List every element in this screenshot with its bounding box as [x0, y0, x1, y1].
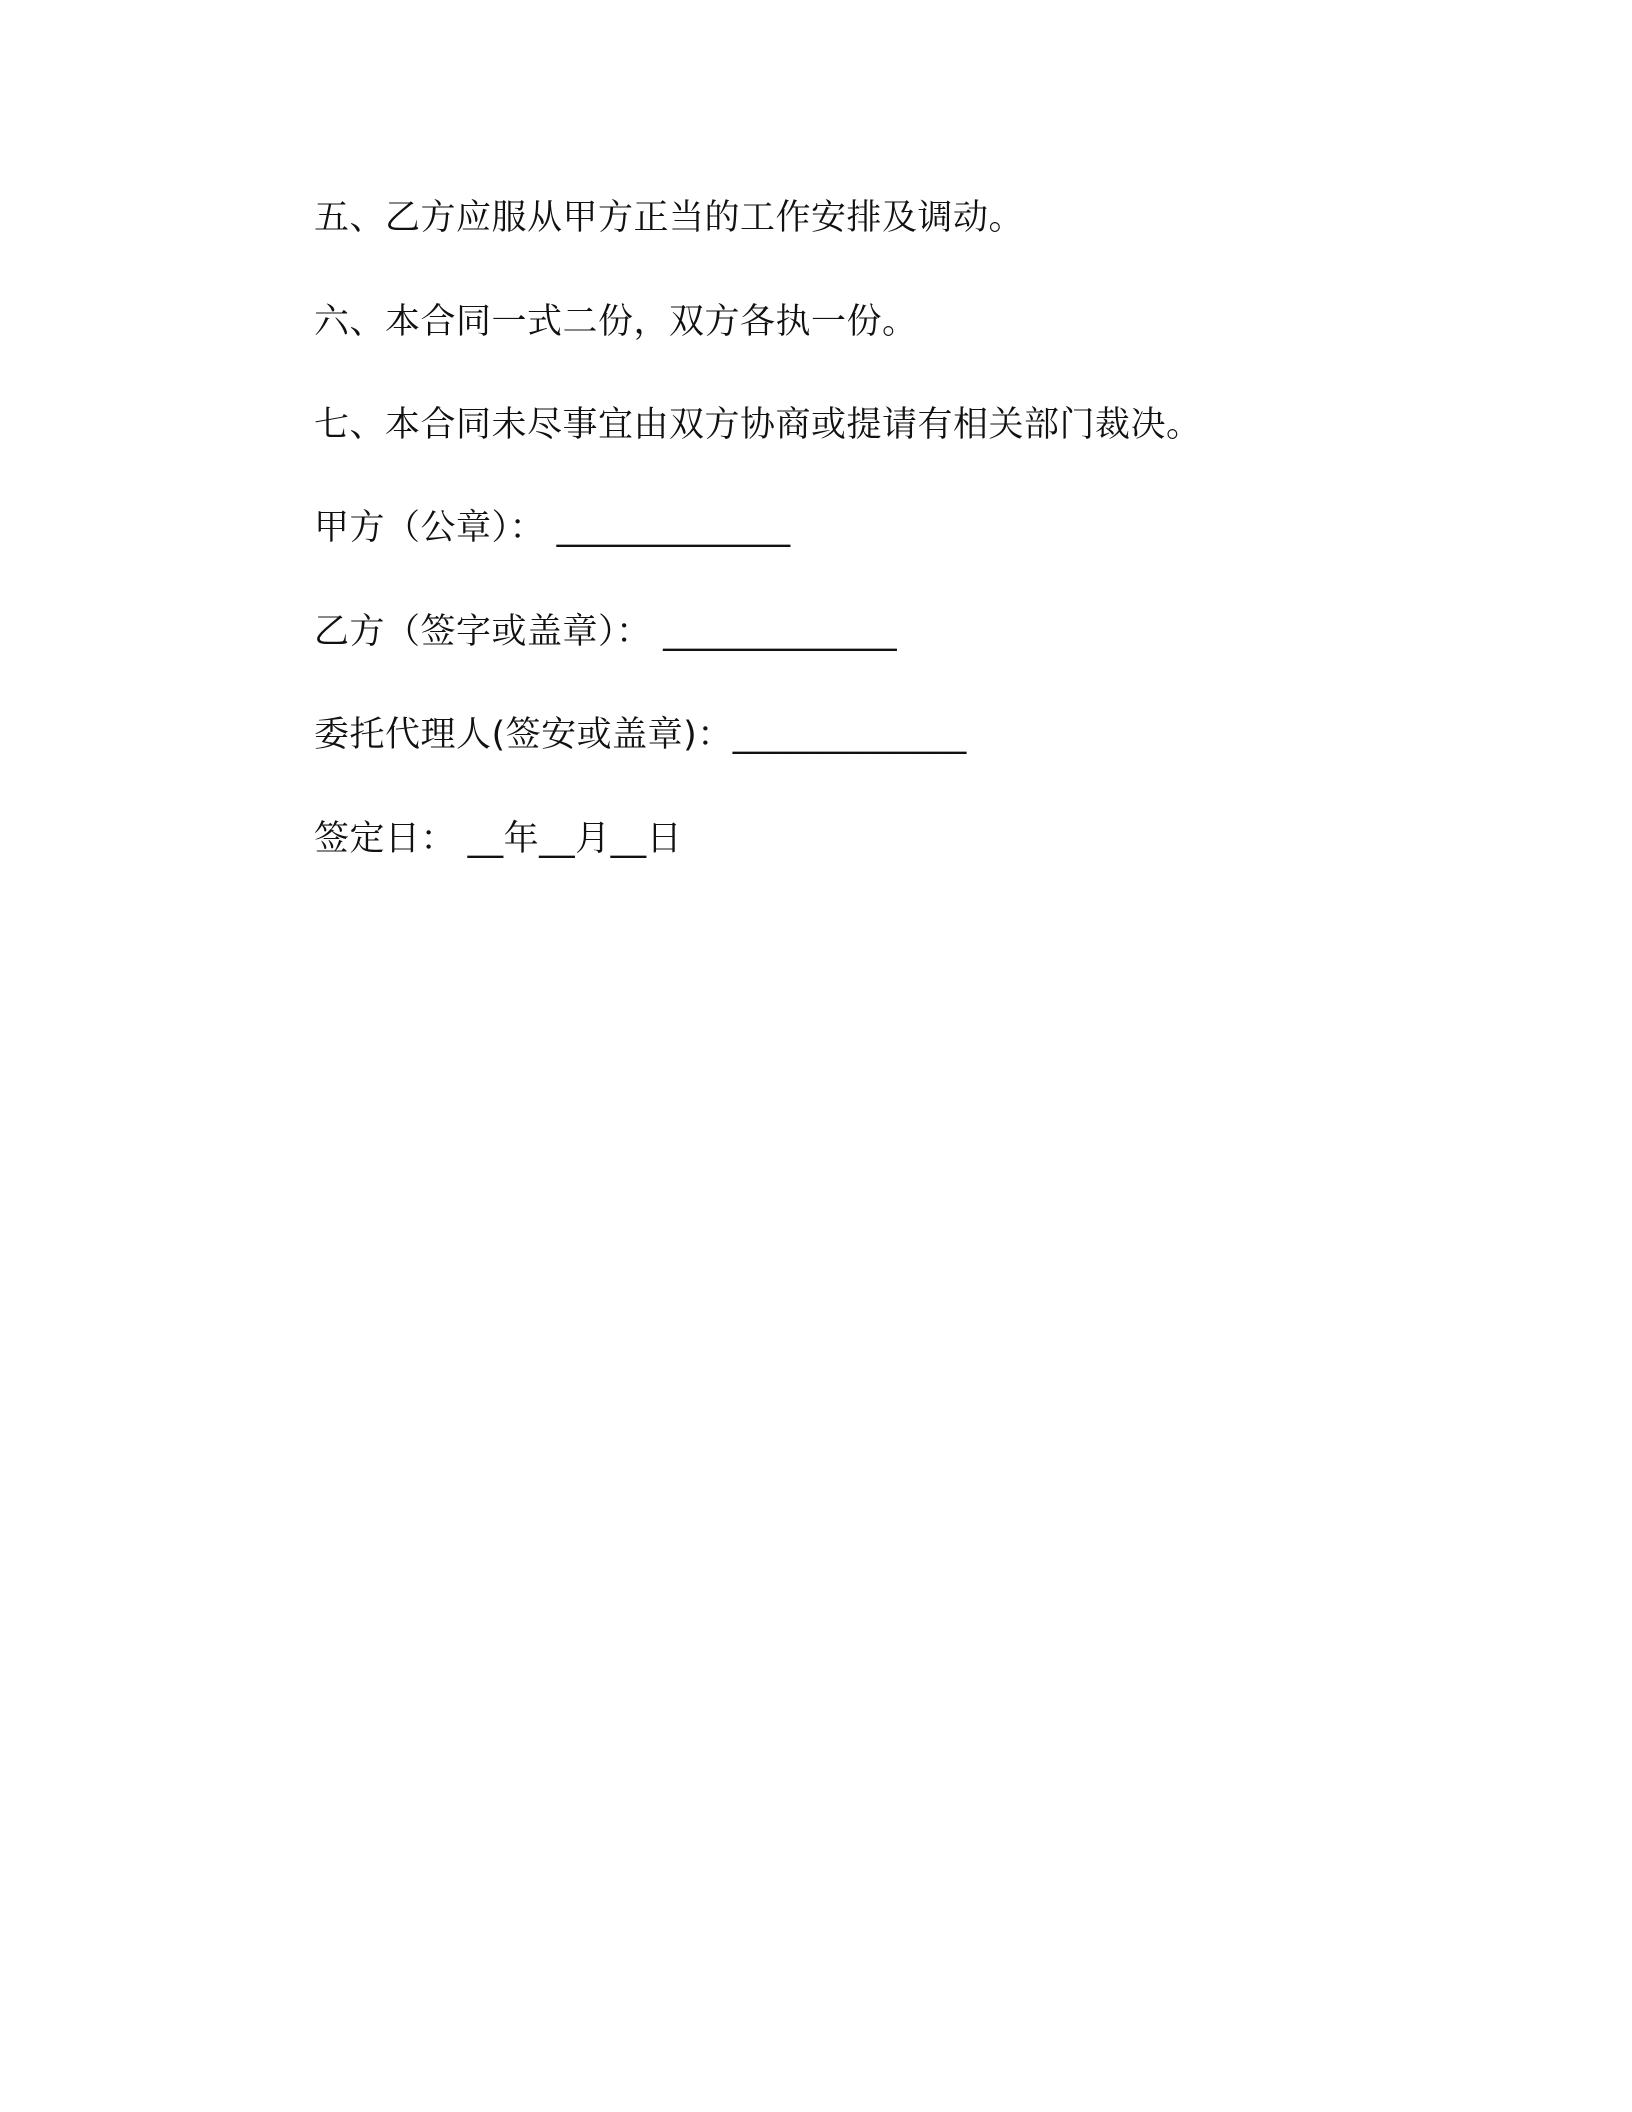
signing-date-line: 签定日： __年__月__日	[314, 819, 683, 859]
clause-five: 五、乙方应服从甲方正当的工作安排及调动。	[314, 198, 1025, 238]
party-b-signature-line: 乙方（签字或盖章）： _____________	[314, 612, 898, 652]
clause-six: 六、本合同一式二份，双方各执一份。	[314, 302, 918, 342]
clause-seven: 七、本合同未尽事宜由双方协商或提请有相关部门裁决。	[314, 405, 1202, 445]
party-a-seal-line: 甲方（公章）： _____________	[314, 508, 791, 548]
agent-signature-line: 委托代理人(签安或盖章)：_____________	[314, 715, 967, 755]
